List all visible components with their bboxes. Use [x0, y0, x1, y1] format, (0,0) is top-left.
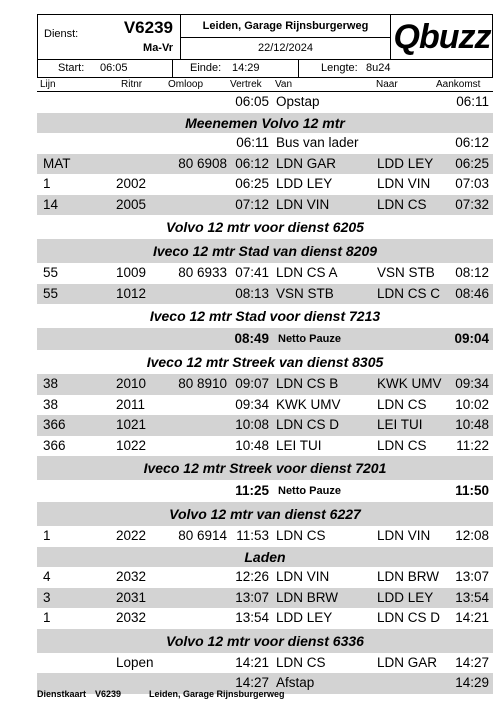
cell-omloop: 80 6908: [178, 155, 227, 171]
trip-row: [37, 526, 493, 547]
cell-aankomst: 12:08: [455, 528, 489, 543]
cell-omloop: 80 6914: [178, 528, 227, 543]
cell-van: KWK UMV: [276, 396, 341, 412]
cell-vertrek: 09:34: [235, 396, 269, 412]
cell-vertrek: 12:26: [235, 569, 269, 584]
cell-van: LDN GAR: [276, 155, 337, 171]
cell-ritnr: 2002: [116, 176, 147, 191]
trip-row: [37, 415, 493, 436]
cell-aankomst: 14:21: [455, 610, 489, 625]
cell-van: LDN CS B: [276, 376, 339, 391]
section-header: Iveco 12 mtr Stad voor dienst 7213: [37, 304, 493, 328]
trip-row: [37, 588, 493, 609]
footer-card-code: V6239: [95, 689, 122, 699]
col-ritnr: Ritnr: [121, 79, 143, 90]
cell-ritnr: Lopen: [116, 654, 154, 670]
cell-van: LDD LEY: [276, 610, 333, 625]
break-label: Netto Pauze: [278, 485, 341, 497]
cell-van: LDN CS: [276, 528, 326, 543]
cell-lijn: 1: [43, 176, 51, 191]
times-divider: [172, 60, 173, 77]
cell-aankomst: 06:25: [455, 155, 489, 171]
cell-naar: LDN CS C: [377, 285, 441, 301]
cell-lijn: 55: [43, 265, 59, 280]
section-header: Volvo 12 mtr van dienst 6227: [37, 502, 493, 526]
break-end: 11:50: [455, 483, 489, 498]
footer-card-label: Dienstkaart: [37, 689, 87, 699]
cell-vertrek: 06:12: [235, 155, 269, 171]
cell-naar: KWK UMV: [377, 376, 442, 391]
section-header: Meenemen Volvo 12 mtr: [37, 113, 493, 134]
column-headers: [37, 78, 493, 92]
cell-van: Afstap: [276, 675, 315, 690]
col-vertrek: Vertrek: [230, 79, 262, 90]
trip-row: [37, 653, 493, 674]
cell-vertrek: 08:13: [235, 285, 269, 301]
break-start: 08:49: [234, 331, 269, 346]
col-naar: Naar: [376, 79, 398, 90]
cell-lijn: MAT: [43, 155, 71, 171]
cell-aankomst: 09:34: [455, 376, 489, 391]
cell-naar: LDN CS: [377, 196, 427, 212]
cell-vertrek: 13:07: [235, 589, 269, 605]
cell-ritnr: 1022: [116, 437, 147, 453]
end-value: 14:29: [232, 62, 260, 74]
cell-naar: LDN BRW: [377, 569, 440, 584]
cell-aankomst: 13:07: [455, 569, 489, 584]
cell-naar: LDD LEY: [377, 155, 434, 171]
cell-lijn: 38: [43, 376, 59, 391]
duty-date: 22/12/2024: [257, 42, 314, 54]
cell-vertrek: 07:41: [235, 265, 269, 280]
cell-aankomst: 10:02: [455, 396, 489, 412]
cell-naar: LDN CS: [377, 396, 427, 412]
trip-row: [37, 133, 493, 154]
col-aankomst: Aankomst: [436, 79, 481, 90]
cell-vertrek: 07:12: [235, 196, 269, 212]
trip-row: [37, 436, 493, 457]
cell-lijn: 14: [43, 196, 59, 212]
cell-ritnr: 1021: [116, 417, 147, 432]
cell-van: LDN BRW: [276, 589, 339, 605]
cell-vertrek: 06:05: [235, 94, 269, 109]
duty-header: [37, 14, 493, 60]
cell-ritnr: 2010: [116, 376, 147, 391]
cell-omloop: 80 6933: [178, 265, 227, 280]
cell-van: LDN VIN: [276, 569, 330, 584]
cell-aankomst: 14:27: [455, 654, 489, 670]
cell-ritnr: 2032: [116, 610, 147, 625]
cell-van: Opstap: [276, 94, 320, 109]
cell-aankomst: 10:48: [455, 417, 489, 432]
section-header: Iveco 12 mtr Streek voor dienst 7201: [37, 456, 493, 480]
cell-vertrek: 06:11: [236, 135, 269, 150]
trip-row: [37, 92, 493, 113]
cell-aankomst: 06:11: [456, 94, 489, 109]
cell-vertrek: 13:54: [235, 610, 269, 625]
cell-van: LDD LEY: [276, 176, 333, 191]
cell-omloop: 80 8910: [178, 376, 227, 391]
cell-ritnr: 2031: [116, 589, 147, 605]
col-lijn: Lijn: [40, 79, 56, 90]
times-divider: [298, 60, 299, 77]
trip-row: [37, 608, 493, 629]
cell-van: VSN STB: [276, 285, 334, 301]
cell-naar: LDN GAR: [377, 654, 438, 670]
cell-naar: LDN CS: [377, 437, 427, 453]
cell-aankomst: 07:32: [455, 196, 489, 212]
cell-aankomst: 07:03: [455, 176, 489, 191]
cell-vertrek: 14:27: [235, 675, 269, 690]
break-start: 11:25: [235, 483, 269, 498]
cell-vertrek: 09:07: [235, 376, 269, 391]
cell-van: LDN CS: [276, 654, 326, 670]
duty-code: V6239: [123, 18, 173, 37]
cell-lijn: 55: [43, 285, 59, 301]
break-row: [37, 480, 493, 502]
cell-aankomst: 08:46: [455, 285, 489, 301]
start-value: 06:05: [100, 62, 128, 74]
cell-ritnr: 1012: [116, 285, 147, 301]
trip-row: [37, 195, 493, 216]
cell-aankomst: 06:12: [455, 135, 489, 150]
qbuzz-logo: Qbuzz: [393, 18, 491, 56]
trip-row: [37, 174, 493, 195]
cell-naar: LDN VIN: [377, 528, 431, 543]
cell-naar: LDN VIN: [377, 176, 431, 191]
cell-naar: VSN STB: [377, 265, 435, 280]
trip-row: [37, 154, 493, 175]
length-label: Lengte:: [321, 62, 358, 74]
trip-row: [37, 374, 493, 395]
section-header: Volvo 12 mtr voor dienst 6205: [37, 215, 493, 239]
duty-label: Dienst:: [44, 28, 79, 40]
duty-times: [37, 60, 493, 78]
cell-aankomst: 08:12: [455, 265, 489, 280]
trip-row: [37, 395, 493, 416]
cell-aankomst: 11:22: [456, 437, 489, 453]
cell-lijn: 38: [43, 396, 59, 412]
cell-aankomst: 13:54: [455, 589, 489, 605]
cell-naar: LDN CS D: [377, 610, 441, 625]
cell-van: LDN CS D: [276, 417, 340, 432]
duty-card: [37, 14, 493, 694]
cell-van: Bus van lader: [276, 135, 359, 150]
break-row: [37, 328, 493, 350]
trip-row: [37, 284, 493, 305]
cell-ritnr: 2011: [116, 396, 146, 412]
header-divider: [181, 37, 390, 38]
duty-days: Ma-Vr: [143, 42, 173, 54]
cell-lijn: 366: [43, 417, 66, 432]
col-omloop: Omloop: [168, 79, 204, 90]
cell-lijn: 1: [43, 528, 51, 543]
cell-van: LEI TUI: [276, 437, 322, 453]
break-label: Netto Pauze: [278, 333, 341, 345]
break-end: 09:04: [454, 331, 489, 346]
trip-row: [37, 263, 493, 284]
col-van: Van: [275, 79, 293, 90]
cell-naar: LEI TUI: [377, 417, 423, 432]
cell-lijn: 4: [43, 569, 51, 584]
footer-location: Leiden, Garage Rijnsburgerweg: [149, 689, 285, 699]
section-header: Laden: [37, 547, 493, 568]
cell-lijn: 366: [43, 437, 66, 453]
cell-vertrek: 10:08: [235, 417, 269, 432]
cell-ritnr: 2005: [116, 196, 147, 212]
section-header: Volvo 12 mtr voor dienst 6336: [37, 629, 493, 653]
cell-vertrek: 11:53: [236, 528, 269, 543]
end-label: Einde:: [190, 62, 222, 74]
cell-ritnr: 2032: [116, 569, 147, 584]
cell-naar: LDD LEY: [377, 589, 434, 605]
depot-location: Leiden, Garage Rijnsburgerweg: [202, 20, 369, 32]
schedule-rows: [37, 92, 493, 694]
trip-row: [37, 567, 493, 588]
cell-ritnr: 2022: [116, 528, 147, 543]
cell-lijn: 3: [43, 589, 51, 605]
cell-van: LDN CS A: [276, 265, 338, 280]
cell-vertrek: 14:21: [235, 654, 269, 670]
cell-ritnr: 1009: [116, 265, 147, 280]
cell-vertrek: 06:25: [235, 176, 269, 191]
cell-van: LDN VIN: [276, 196, 330, 212]
cell-aankomst: 14:29: [455, 675, 489, 690]
start-label: Start:: [58, 62, 85, 74]
length-value: 8u24: [366, 62, 391, 74]
cell-lijn: 1: [43, 610, 51, 625]
cell-vertrek: 10:48: [235, 437, 269, 453]
section-header: Iveco 12 mtr Stad van dienst 8209: [37, 239, 493, 263]
section-header: Iveco 12 mtr Streek van dienst 8305: [37, 350, 493, 374]
